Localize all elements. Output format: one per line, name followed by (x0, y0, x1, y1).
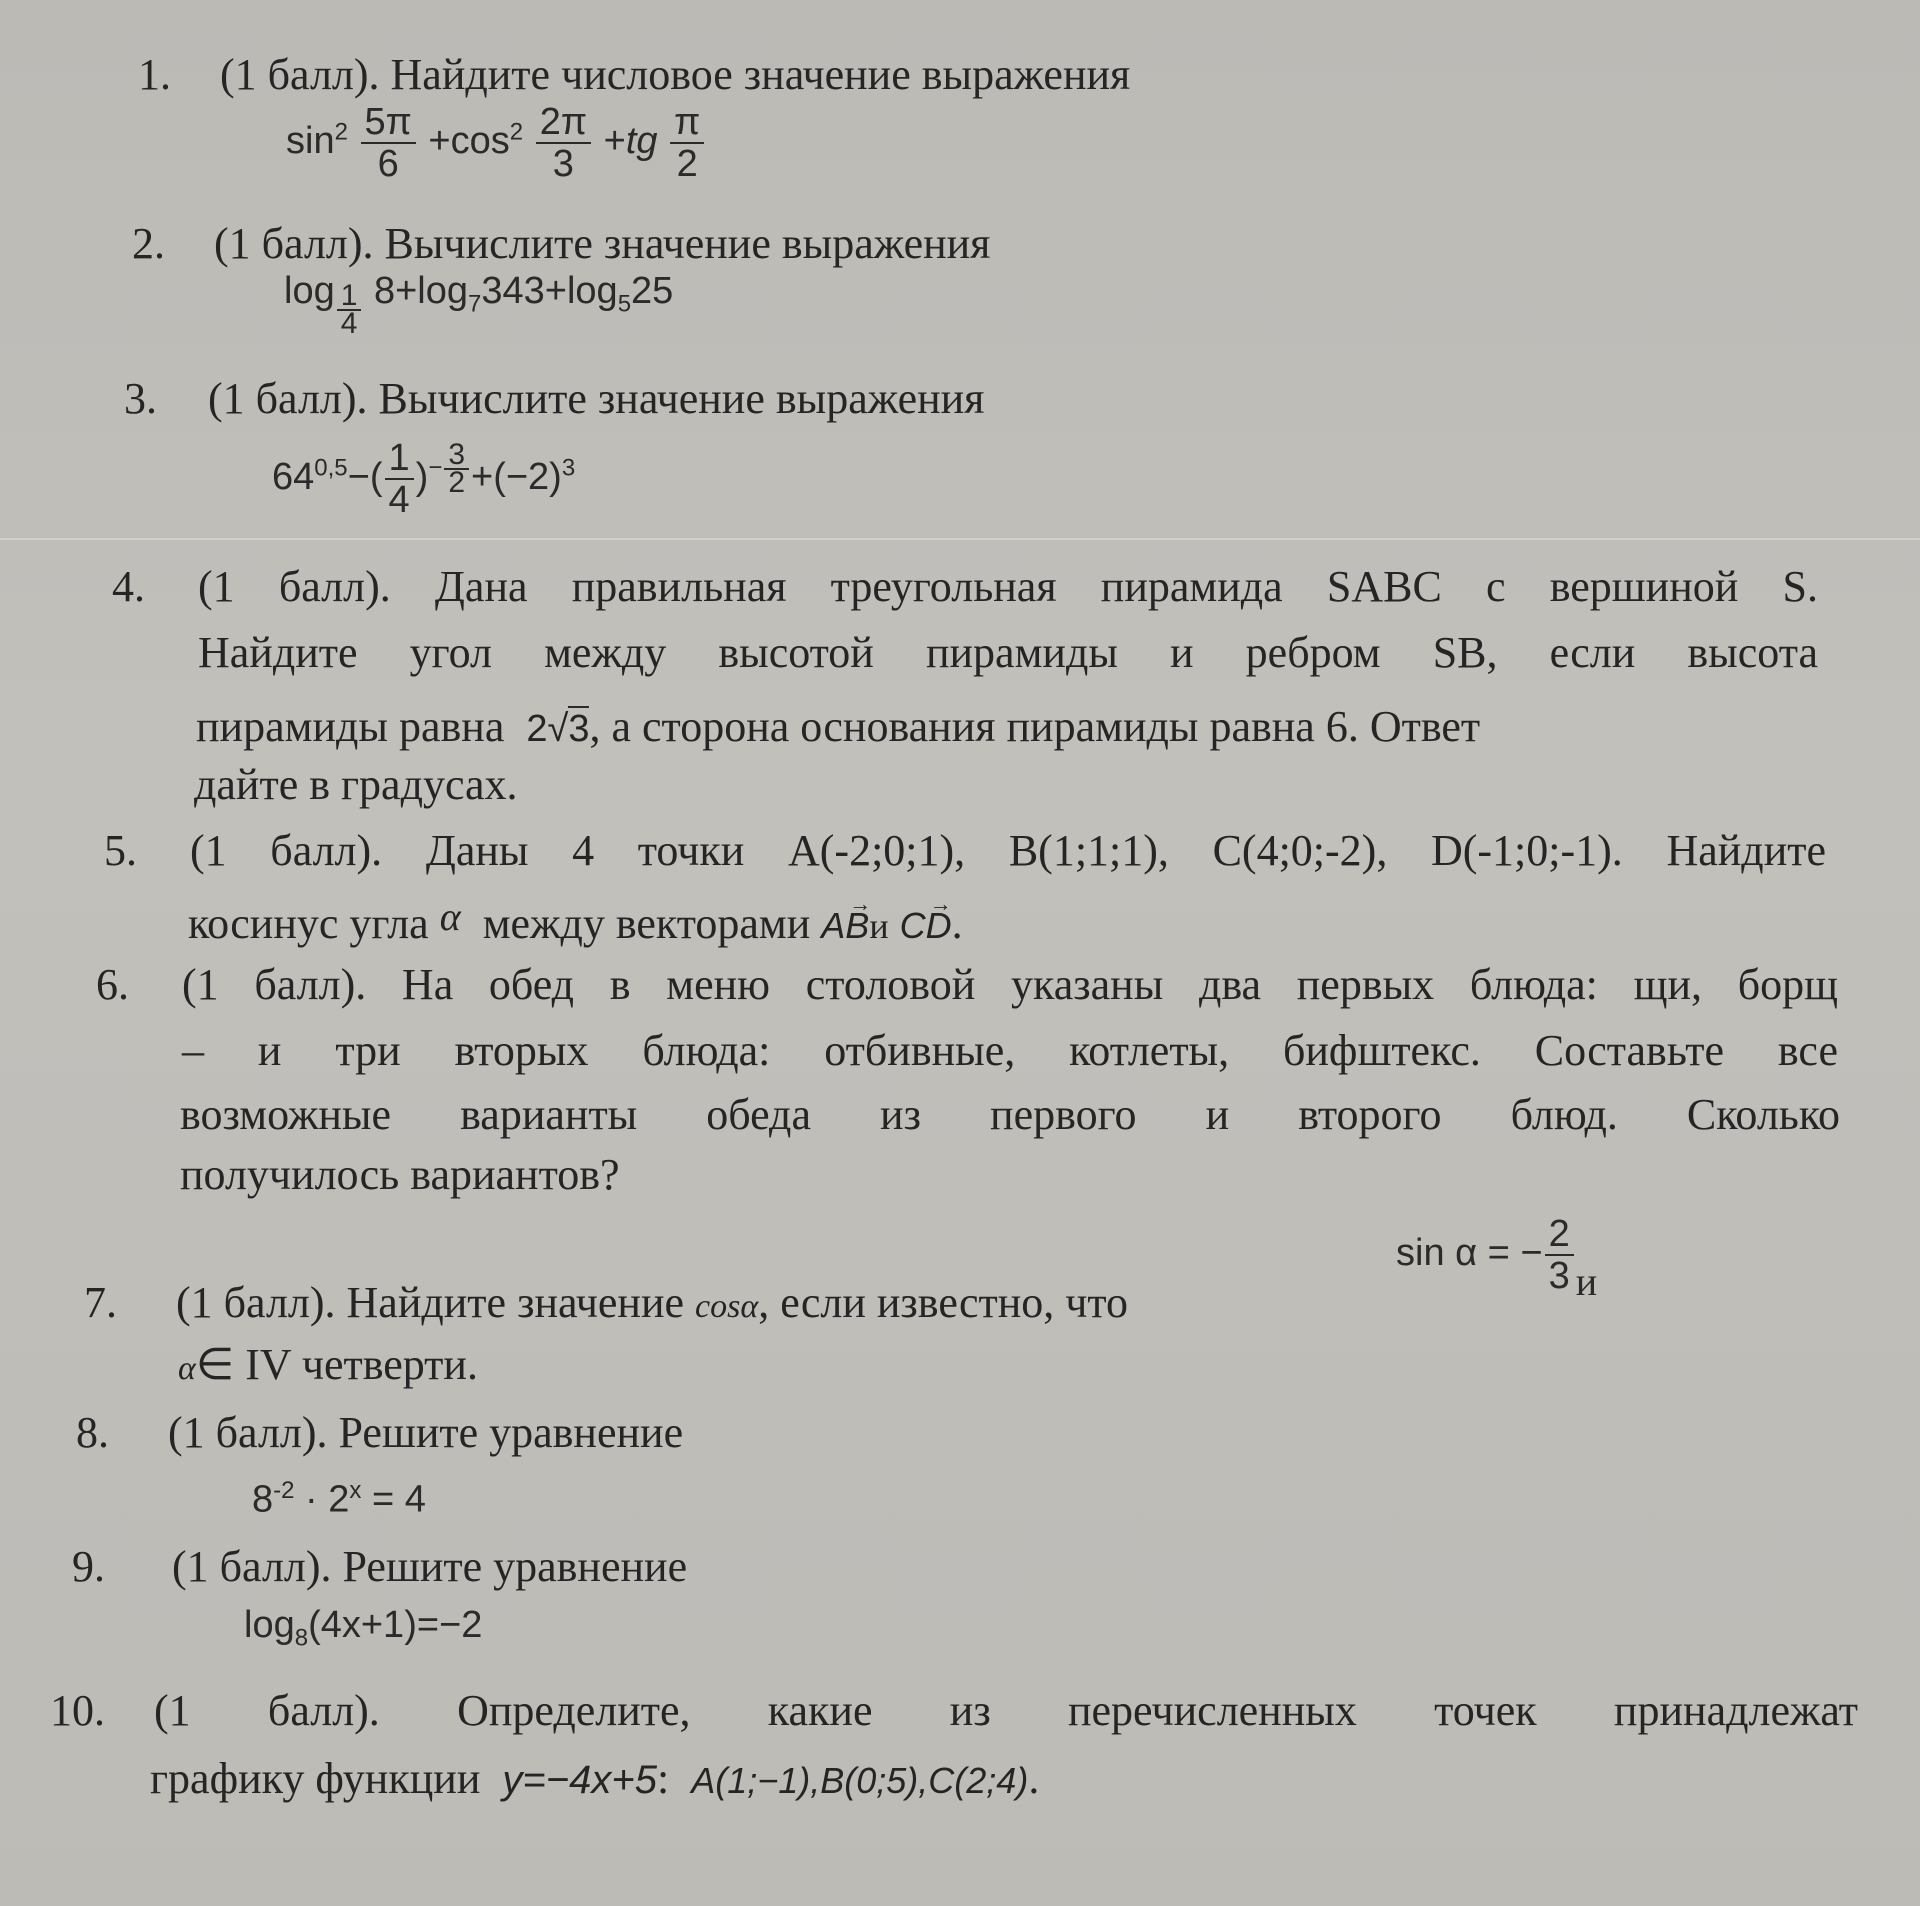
task-1-formula: $\sin^2$ $\frac{5\pi}{6}$ $+\cos^2$ $\frac{2\pi}{3}$ +tg $\frac{\pi}{2}$ (286, 102, 706, 184)
task-3-number: 3. (124, 374, 157, 423)
task-3-formula: $64^{0,5}-$( $\frac{1}{4}$ )$^{- \frac{3}{2}}$ $+(-2)^3$ (272, 437, 576, 521)
task-6-line-2: – и три вторых блюда: отбивные, котлеты, бифштекс. Составьте все (182, 1026, 1838, 1075)
task-2-formula: log $\frac{1}{4}$ $8+\log_7343+\log_525$ (284, 270, 674, 340)
task-8-text: (1 балл). Решите уравнение (168, 1408, 684, 1457)
task-4-line-3: пирамиды равна 2√3, а сторона основания пирамиды равна 6. Ответ (196, 702, 1481, 751)
task-2-number: 2. (132, 219, 165, 268)
task-6-line-4: получилось вариантов? (180, 1150, 620, 1199)
task-5-number: 5. (104, 826, 137, 875)
task-9-number: 9. (72, 1542, 105, 1591)
task-6-number: 6. (96, 960, 129, 1009)
task-6-line-1: (1 балл). На обед в меню столовой указаны два первых блюда: щи, борщ (182, 960, 1838, 1009)
task-10-line-2: графику функции y=−4x+5: A(1;−1),B(0;5),C(2;4). (150, 1754, 1040, 1803)
task-9-formula: $\log_8(4x+1)=-2$ (244, 1604, 483, 1652)
task-8-number: 8. (76, 1408, 109, 1457)
task-9-text: (1 балл). Решите уравнение (172, 1542, 688, 1591)
task-6-line-3: возможные варианты обеда из первого и второго блюд. Сколько (180, 1090, 1840, 1139)
task-2-text: (1 балл). Вычислите значение выражения (214, 219, 991, 268)
task-5-line-1: (1 балл). Даны 4 точки A(-2;0;1), B(1;1;1), C(4;0;-2), D(-1;0;-1). Найдите (190, 826, 1826, 875)
task-7-line-1: (1 балл). Найдите значение cosα, если известно, что (176, 1278, 1129, 1327)
task-7-number: 7. (84, 1278, 117, 1327)
task-1-text: (1 балл). Найдите числовое значение выражения (220, 50, 1131, 99)
task-7-line-2: α∈ IV четверти. (178, 1340, 478, 1389)
paper-fold (0, 538, 1920, 540)
task-8-formula: $8^{-2} \cdot 2^x = 4$ (252, 1477, 426, 1521)
task-10-number: 10. (50, 1686, 105, 1735)
task-1-number: 1. (138, 50, 171, 99)
task-4-line-4: дайте в градусах. (194, 760, 518, 809)
task-4-number: 4. (112, 562, 145, 611)
task-5-line-2: косинус угла α между векторами A→ Bи C→ D. (188, 888, 963, 955)
task-4-line-2: Найдите угол между высотой пирамиды и ребром SB, если высота (198, 628, 1818, 677)
task-3-text: (1 балл). Вычислите значение выражения (208, 374, 985, 423)
task-7-sin-formula: sin α = − $\frac{2}{3}$ и (1396, 1213, 1598, 1305)
task-4-line-1: (1 балл). Дана правильная треугольная пирамида SABC с вершиной S. (198, 562, 1818, 611)
task-10-line-1: (1 балл). Определите, какие из перечисленных точек принадлежат (154, 1686, 1858, 1735)
